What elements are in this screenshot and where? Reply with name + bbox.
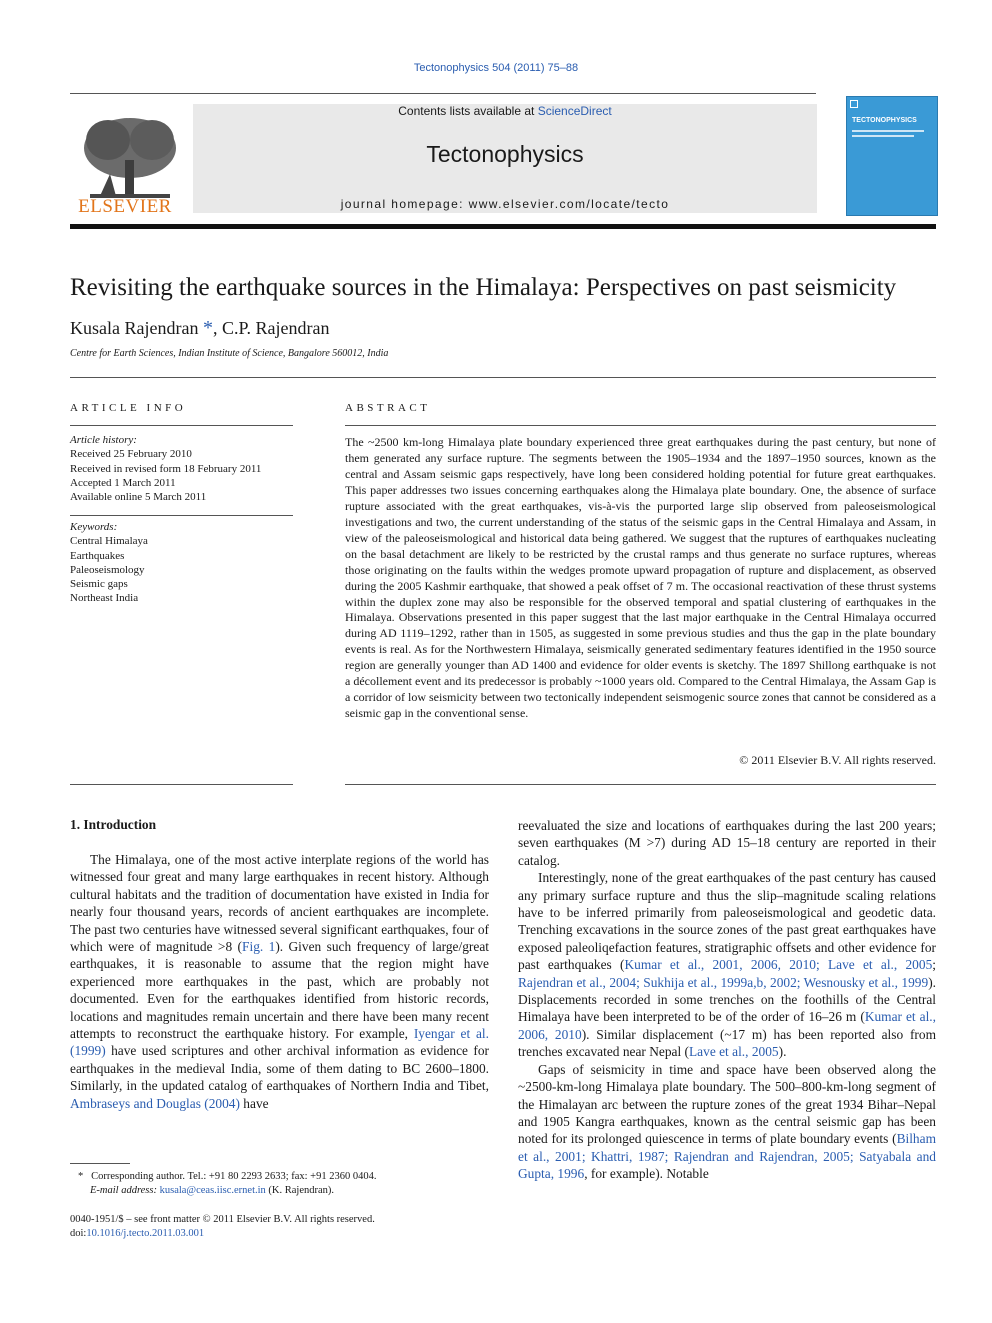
copyright: © 2011 Elsevier B.V. All rights reserved. xyxy=(739,753,936,767)
title-rule xyxy=(70,377,936,378)
history-item: Accepted 1 March 2011 xyxy=(70,476,176,489)
article-history xyxy=(70,433,295,504)
keywords xyxy=(70,520,295,606)
header-thick-rule xyxy=(70,224,936,229)
footnote xyxy=(70,1170,500,1198)
history-item: Available online 5 March 2011 xyxy=(70,491,207,504)
authors: Kusala Rajendran *, C.P. Rajendran xyxy=(70,317,330,339)
doi: doi:10.1016/j.tecto.2011.03.001 xyxy=(70,1228,205,1239)
citation-link[interactable]: Iyengar et al. (1999) xyxy=(70,1026,489,1059)
affiliation: Centre for Earth Sciences, Indian Institute of Science, Bangalore 560012, India xyxy=(70,348,389,359)
publisher-logo-text: ELSEVIER xyxy=(78,196,172,217)
cover-line xyxy=(852,135,914,137)
front-matter xyxy=(70,1213,500,1241)
keyword: Central Himalaya xyxy=(70,535,148,548)
info-rule xyxy=(70,425,293,426)
citation-link[interactable]: Ambraseys and Douglas (2004) xyxy=(70,1095,240,1111)
contents-line: Contents lists available at ScienceDirect xyxy=(398,104,612,118)
figure-link[interactable]: Fig. 1 xyxy=(242,939,276,955)
corresponding-note: * Corresponding author. Tel.: +91 80 2293 2633; fax: +91 2360 0404. xyxy=(78,1171,377,1182)
sciencedirect-link[interactable]: ScienceDirect xyxy=(537,104,612,118)
article-info-heading: ARTICLE INFO xyxy=(70,402,187,414)
intro-heading: 1. Introduction xyxy=(70,817,157,832)
journal-cover-title: TECTONOPHYSICS xyxy=(852,117,917,124)
cover-mark-icon xyxy=(850,100,858,108)
intro-column-left xyxy=(70,851,489,1112)
citation-link[interactable]: Bilham et al., 2001; Khattri, 1987; Rajendran and Rajendran, 2005; Satyabala and Gupta, 1996 xyxy=(518,1131,936,1182)
history-item: Received 25 February 2010 xyxy=(70,448,192,461)
article-title: Revisiting the earthquake sources in the Himalaya: Perspectives on past seismicity xyxy=(70,274,897,301)
email-link[interactable]: kusala@ceas.iisc.ernet.in xyxy=(159,1185,266,1196)
journal-reference[interactable]: Tectonophysics 504 (2011) 75–88 xyxy=(413,62,579,74)
history-label: Article history: xyxy=(70,434,137,446)
cover-line xyxy=(852,130,924,132)
corresponding-author-star[interactable]: * xyxy=(202,317,213,339)
journal-cover xyxy=(846,96,938,216)
keyword: Seismic gaps xyxy=(70,578,128,591)
paragraph: Gaps of seismicity in time and space have been observed along the ~2500-km-long Himalaya plate boundary. The 500–800-km-long segment of the Himalayan arc between the rupture zones of the great 1934 Bihar–Nepal and 1905 Kangra earthquakes, known as the central seismic gap has been noted for its prolonged quiescence in terms of plate boundary events (Bilham et al., 2001; Khattri, 1987; Rajendran and Rajendran, 2005; Satyabala and Gupta, 1996, for example). Notable xyxy=(518,1061,936,1182)
paragraph: reevaluated the size and locations of earthquakes during the last 200 years; seven earthquakes (M >7) during AD 15–18 century are reported in their catalog. xyxy=(518,818,936,868)
front-matter-text: 0040-1951/$ – see front matter © 2011 Elsevier B.V. All rights reserved. xyxy=(70,1214,375,1225)
keyword: Northeast India xyxy=(70,592,139,605)
keywords-rule xyxy=(70,515,293,516)
journal-title: Tectonophysics xyxy=(426,141,584,167)
abstract-text: The ~2500 km-long Himalaya plate boundary experienced three great earthquakes during the past century, but none of them generated any surface rupture. The segments between the 1905–1934 and the 1897–1950 sources, known as the central and Assam seismic gaps respectively, have long been considered holding potential for future great earthquakes. This paper addresses two issues concerning earthquakes along the Himalaya plate boundary. One, the absence of surface rupture associated with the great earthquakes, vis-à-vis the purported large slip observed from paleoseismological investigations and two, the current understanding of the status of the seismic gaps in the Central Himalaya and Assam, in view of the paleoseismological and historical data being gathered. We suggest that the ruptures of earthquakes nucleating on the basal detachment are likely to be restricted by the crustal ramps and thus generate no surface ruptures, whereas those originating on the faults within the wedges promote upward propagation of rupture and displacement, as observed during the 2005 Kashmir earthquake, that showed a peak offset of 7 m. The occasional reactivation of these thrust systems within the duplex zone may also be responsible for the observed temporal and spatial clustering of earthquakes in the Himalaya. Observations presented in this paper suggest that the last major earthquake in the Central Himalaya occurred during AD 1119–1292, rather than in 1505, as suggested in some previous studies and thus the gap in the plate boundary events is real. As for the Northwestern Himalaya, seismically generated sedimentary features identified in the 1950 source region are generally younger than AD 1400 and evidence for older events is sketchy. The 1897 Shillong earthquake is not a décollement event and its predecessor is probably ~1000 years old. Compared to the Central Himalaya, the Assam Gap is a corridor of low seismicity between two tectonically independent seismogenic source zones that cannot be considered as a seismic gap in the conventional sense. xyxy=(345,435,936,721)
abstract-heading: ABSTRACT xyxy=(345,402,431,414)
doi-link[interactable]: 10.1016/j.tecto.2011.03.001 xyxy=(86,1228,205,1239)
citation-link[interactable]: Rajendran et al., 2004; Sukhija et al., 1999a,b, 2002; Wesnousky et al., 1999 xyxy=(518,974,929,990)
history-item: Received in revised form 18 February 2011 xyxy=(70,462,262,475)
abstract-rule xyxy=(345,425,936,426)
citation-link[interactable]: Kumar et al., 2001, 2006, 2010; Lave et al., 2005 xyxy=(624,957,933,973)
intro-column-right xyxy=(518,817,936,1183)
citation-link[interactable]: Kumar et al., 2006, 2010 xyxy=(518,1009,936,1042)
citation-link[interactable]: Lave et al., 2005 xyxy=(689,1044,779,1060)
keyword: Paleoseismology xyxy=(70,563,145,576)
paragraph: Interestingly, none of the great earthquakes of the past century has caused any primary surface rupture and thus the slip–magnitude scaling relations have to be inferred primarily from paleoseismological and geodetic data. Trenching excavations in the source zones of the past great earthquakes have exposed paleoliqefaction features, stratigraphic offsets and other evidence for past earthquakes (Kumar et al., 2001, 2006, 2010; Lave et al., 2005; Rajendran et al., 2004; Sukhija et al., 1999a,b, 2002; Wesnousky et al., 1999). Displacements recorded in some trenches on the foothills of the Central Himalaya have been interpreted to be of the order of 16–26 m (Kumar et al., 2006, 2010). Similar displacement (~17 m) has been reported also from trenches excavated near Nepal (Lave et al., 2005). xyxy=(518,870,936,1060)
paragraph: The Himalaya, one of the most active interplate regions of the world has witnessed four great and many large earthquakes in recent history. Although cultural habitats and the tradition of documentation have existed in India for nearly four thousand years, records of ancient earthquakes are incomplete. The past two centuries have witnessed several significant earthquakes, four of which were of magnitude >8 (Fig. 1). Given such frequency of large/great earthquakes, it is reasonable to assume that the region might have experienced more earthquakes in the past, which are probably not documented. Even for the earthquakes identified from historic records, locations and magnitudes remain uncertain and there have been many recent attempts to reconstruct the earthquake history. For example, Iyengar et al. (1999) have used scriptures and other archival information as evidence for earthquakes in the medieval India, some of them dating to BC 2600–1800. Similarly, in the updated catalog of earthquakes of Northern India and Tibet, Ambraseys and Douglas (2004) have xyxy=(70,852,489,1111)
keyword: Earthquakes xyxy=(70,549,125,562)
footnote-rule xyxy=(70,1163,130,1164)
abstract-bottom-rule xyxy=(345,784,936,785)
info-bottom-rule xyxy=(70,784,293,785)
keywords-label: Keywords: xyxy=(70,521,118,533)
header-rule xyxy=(70,93,816,94)
journal-homepage[interactable]: journal homepage: www.elsevier.com/locate/tecto xyxy=(340,197,670,211)
email-note: E-mail address: kusala@ceas.iisc.ernet.in (K. Rajendran). xyxy=(90,1185,335,1196)
